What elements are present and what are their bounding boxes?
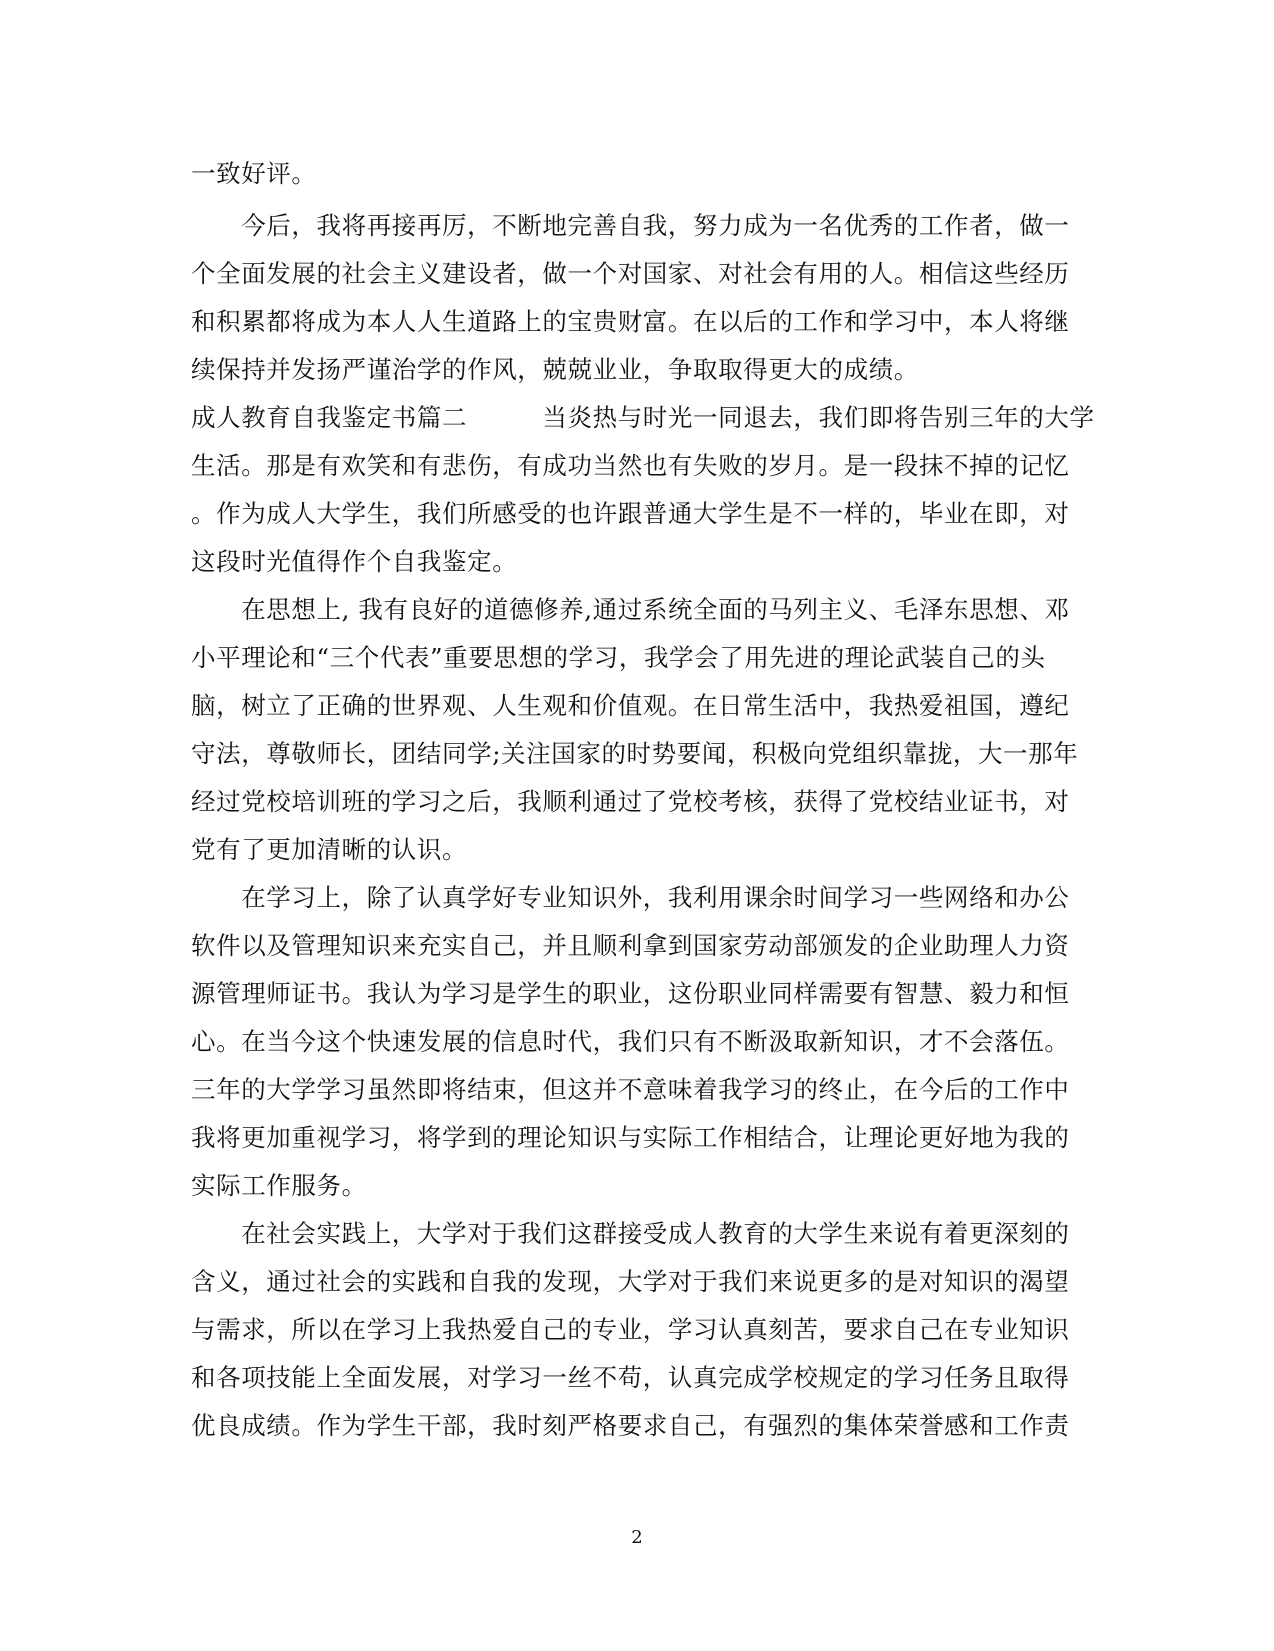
text-line: 心。在当今这个快速发展的信息时代，我们只有不断汲取新知识，才不会落伍。 — [191, 1027, 1070, 1056]
text-line: 源管理师证书。我认为学习是学生的职业，这份职业同样需要有智慧、毅力和恒 — [191, 979, 1070, 1008]
page-number: 2 — [631, 1527, 643, 1548]
text-line: 。作为成人大学生，我们所感受的也许跟普通大学生是不一样的，毕业在即，对 — [191, 499, 1070, 528]
text-line: 今后，我将再接再厉，不断地完善自我，努力成为一名优秀的工作者，做一 — [191, 211, 1070, 240]
text-line: 生活。那是有欢笑和有悲伤，有成功当然也有失败的岁月。是一段抹不掉的记忆 — [191, 451, 1070, 480]
text-line: 我将更加重视学习，将学到的理论知识与实际工作相结合，让理论更好地为我的 — [191, 1123, 1070, 1152]
text-line: 含义，通过社会的实践和自我的发现，大学对于我们来说更多的是对知识的渴望 — [191, 1267, 1070, 1296]
text-line: 与需求，所以在学习上我热爱自己的专业，学习认真刻苦，要求自己在专业知识 — [191, 1315, 1070, 1344]
text-line: 守法，尊敬师长，团结同学;关注国家的时势要闻，积极向党组织靠拢，大一那年 — [191, 739, 1079, 768]
text-line: 脑，树立了正确的世界观、人生观和价值观。在日常生活中，我热爱祖国，遵纪 — [191, 691, 1070, 720]
section-heading-line: 成人教育自我鉴定书篇二 当炎热与时光一同退去，我们即将告别三年的大学 — [191, 403, 1095, 432]
text-line: 经过党校培训班的学习之后，我顺利通过了党校考核，获得了党校结业证书，对 — [191, 787, 1070, 816]
text-line: 一致好评。 — [191, 159, 317, 188]
text-line: 在学习上，除了认真学好专业知识外，我利用课余时间学习一些网络和办公 — [191, 883, 1070, 912]
text-line: 这段时光值得作个自我鉴定。 — [191, 547, 518, 576]
text-line: 小平理论和“三个代表”重要思想的学习，我学会了用先进的理论武装自己的头 — [191, 643, 1046, 672]
text-line: 优良成绩。作为学生干部，我时刻严格要求自己，有强烈的集体荣誉感和工作责 — [191, 1411, 1070, 1440]
text-line: 在思想上, 我有良好的道德修养,通过系统全面的马列主义、毛泽东思想、邓 — [191, 595, 1070, 624]
text-line: 实际工作服务。 — [191, 1171, 367, 1200]
text-line: 党有了更加清晰的认识。 — [191, 835, 468, 864]
text-line: 和积累都将成为本人人生道路上的宝贵财富。在以后的工作和学习中，本人将继 — [191, 307, 1070, 336]
text-line: 在社会实践上，大学对于我们这群接受成人教育的大学生来说有着更深刻的 — [191, 1219, 1070, 1248]
text-line: 和各项技能上全面发展，对学习一丝不苟，认真完成学校规定的学习任务且取得 — [191, 1363, 1070, 1392]
text-line: 续保持并发扬严谨治学的作风，兢兢业业，争取取得更大的成绩。 — [191, 355, 919, 384]
text-line: 软件以及管理知识来充实自己，并且顺利拿到国家劳动部颁发的企业助理人力资 — [191, 931, 1070, 960]
text-line: 三年的大学学习虽然即将结束，但这并不意味着我学习的终止，在今后的工作中 — [191, 1075, 1070, 1104]
text-line: 个全面发展的社会主义建设者，做一个对国家、对社会有用的人。相信这些经历 — [191, 259, 1070, 288]
